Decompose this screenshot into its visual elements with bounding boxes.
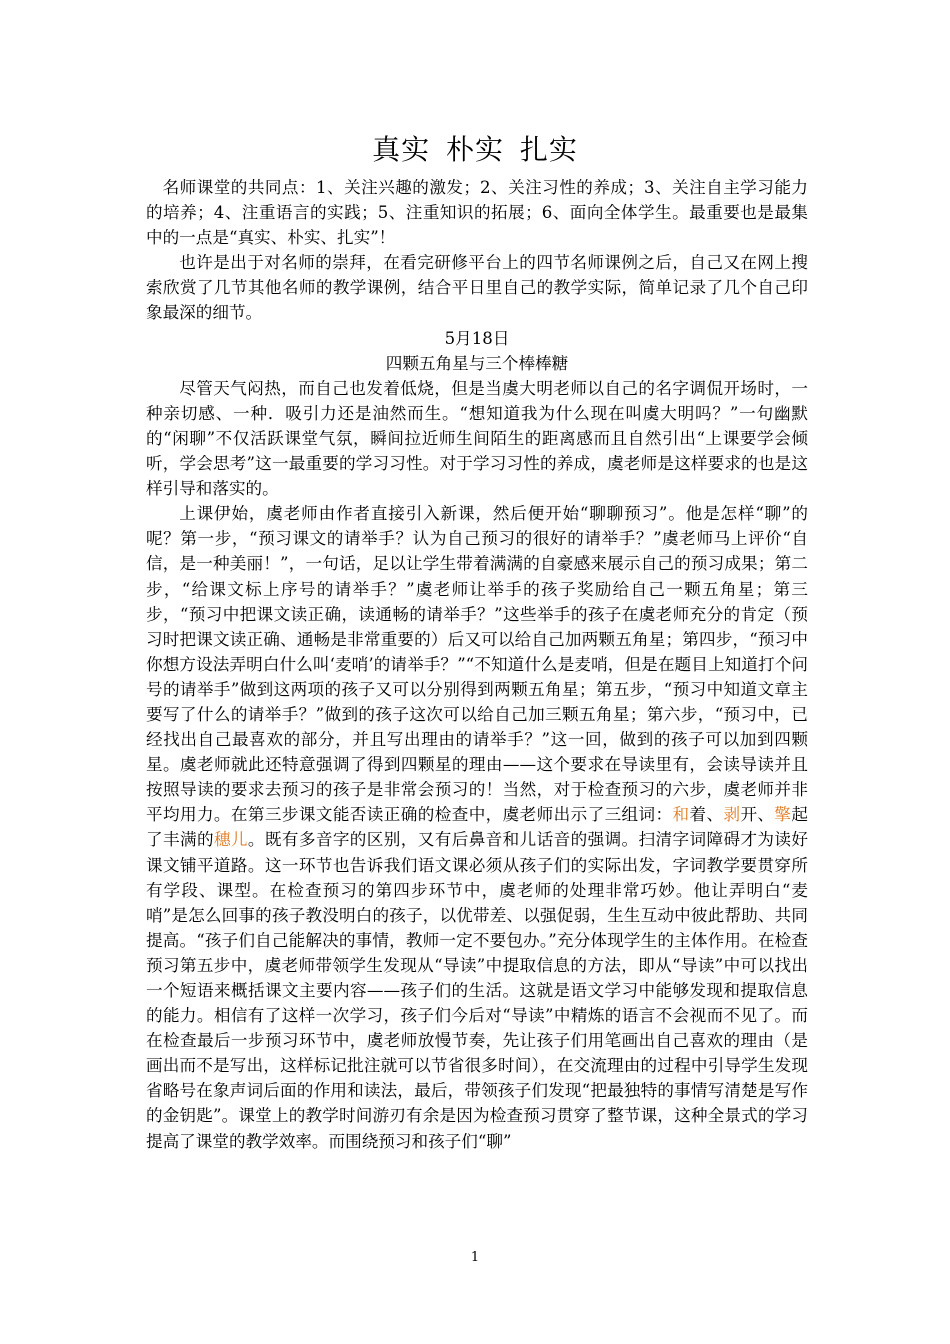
highlight-word-suier: 穗儿	[213, 830, 248, 850]
paragraph-2: 也许是出于对名师的崇拜，在看完研修平台上的四节名师课例之后，自己又在网上搜索欣赏了几节其他名师的教学课例，结合平日里自己的教学实际，简单记录了几个自己印象最深的细节。	[146, 253, 808, 323]
document-title: 真实 朴实 扎实	[372, 133, 578, 166]
date-heading: 5月18日	[444, 328, 510, 348]
page-number: 1	[470, 1250, 480, 1265]
paragraph-4-part-1: 上课伊始，虞老师由作者直接引入新课，然后便开始“聊聊预习”。他是怎样“聊”的呢？第一步，“预习课文的请举手？认为自己预习的很好的请举手？”虞老师马上评价“自信，是一种美丽！”，一句话，足以让学生带着满满的自豪感来展示自己的预习成果；第二步，“给课文标上序号的请举手？”虞老师让举手的孩子奖励给自己一颗五角星；第三步，“预习中把课文读正确，读通畅的请举手？”这些举手的孩子在虞老师充分的肯定（预习时把课文读正确、通畅是非常重要的）后又可以给自己加两颗五角星；第四步，“预习中你想方设法弄明白什么叫‘麦哨’的请举手？”“不知道什么是麦哨，但是在题目上知道打个问号的请举手”做到这两项的孩子又可以分别得到两颗五角星；第五步，“预习中知道文章主要写了什么的请举手？”做到的孩子这次可以给自己加三颗五角星；第六步，“预习中，已经找出自己最喜欢的部分，并且写出理由的请举手？”这一回，做到的孩子可以加到四颗星。虞老师就此还特意强调了得到四颗星的理由——这个要求在导读里有，会读导读并且按照导读的要求去预习的孩子是非常会预习的！当然，对于检查预习的六步，虞老师并非平均用力。在第三步课文能否读正确的检查中，虞老师出示了三组词：	[146, 504, 808, 825]
intro-paragraph: 名师课堂的共同点：1、关注兴趣的激发；2、关注习性的养成；3、关注自主学习能力的培养；4、注重语言的实践；5、注重知识的拓展；6、面向全体学生。最重要也是最集中的一点是“真实、朴实、扎实”！	[146, 178, 808, 248]
document-body	[146, 175, 808, 1154]
section-subtitle: 四颗五角星与三个棒棒糖	[385, 353, 569, 373]
word-kai: 开、	[740, 805, 775, 825]
paragraph-3: 尽管天气闷热，而自己也发着低烧，但是当虞大明老师以自己的名字调侃开场时，一种亲切感、一种．吸引力还是油然而生。“想知道我为什么现在叫虞大明吗？”一句幽默的“闲聊”不仅活跃课堂气氛，瞬间拉近师生间陌生的距离感而且自然引出“上课要学会倾听，学会思考”这一最重要的学习习性。对于学习习性的养成，虞老师是这样要求的也是这样引导和落实的。	[146, 378, 808, 499]
highlight-word-he: 和	[672, 805, 690, 825]
word-qi: 起了丰满的	[146, 805, 808, 850]
paragraph-4-part-2: 。既有多音字的区别，又有后鼻音和儿话音的强调。扫清字词障碍才为读好课文铺平道路。这一环节也告诉我们语文课必须从孩子们的实际出发，字词教学要贯穿所有学段、课型。在检查预习的第四步环节中，虞老师的处理非常巧妙。他让弄明白“麦哨”是怎么回事的孩子教没明白的孩子，以优带差、以强促弱，生生互动中彼此帮助、共同提高。“孩子们自己能解决的事情，教师一定不要包办。”充分体现学生的主体作用。在检查预习第五步中，虞老师带领学生发现从“导读”中提取信息的方法，即从“导读”中可以找出一个短语来概括课文主要内容——孩子们的生活。这就是语文学习中能够发现和提取信息的能力。相信有了这样一次学习，孩子们今后对“导读”中精炼的语言不会视而不见了。而在检查最后一步预习环节中，虞老师放慢节奏，先让孩子们用笔画出自己喜欢的理由（是画出而不是写出，这样标记批注就可以节省很多时间），在交流理由的过程中引导学生发现省略号在象声词后面的作用和读法，最后，带领孩子们发现“把最独特的事情写清楚是写作的金钥匙”。课堂上的教学时间游刃有余是因为检查预习贯穿了整节课，这种全景式的学习提高了课堂的教学效率。而围绕预习和孩子们“聊”	[146, 830, 808, 1151]
word-zhe: 着、	[689, 805, 724, 825]
highlight-word-bo: 剥	[723, 805, 741, 825]
highlight-word-qing: 擎	[774, 805, 792, 825]
paragraph-4	[146, 501, 808, 1153]
